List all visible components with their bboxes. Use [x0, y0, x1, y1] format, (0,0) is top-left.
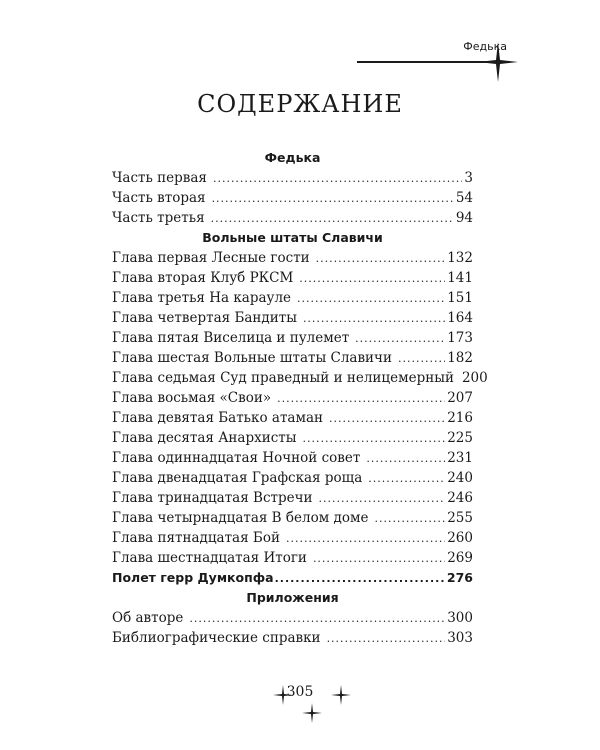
table-of-contents: [112, 148, 488, 648]
toc-entry: Часть вторая ..... 54: [112, 188, 473, 208]
toc-entry: Глава первая Лесные гости ..... 132: [112, 248, 473, 268]
toc-entry: Глава тринадцатая Встречи ..... 246: [112, 488, 473, 508]
toc-entry: Глава третья На карауле ..... 151: [112, 288, 473, 308]
toc-entry: Глава девятая Батько атаман ..... 216: [112, 408, 473, 428]
toc-entry: Глава седьмая Суд праведный и нелицемерный 200: [112, 370, 488, 386]
toc-entry: Глава вторая Клуб РКСМ ..... 141: [112, 268, 473, 288]
toc-entry-bold: Полет герр Думкопфа ..... 276: [112, 568, 473, 588]
toc-entry: Глава пятнадцатая Бой ..... 260: [112, 528, 473, 548]
toc-entry: Библиографические справки ..... 303: [112, 628, 473, 648]
toc-entry: Глава четвертая Бандиты ..... 164: [112, 308, 473, 328]
toc-entry: Глава восьмая «Свои» ..... 207: [112, 388, 473, 408]
section-heading-slavichi: Вольные штаты Славичи: [202, 230, 383, 245]
page-number: 305: [286, 684, 314, 700]
four-point-star-icon: [273, 685, 293, 705]
four-point-star-icon: [331, 685, 351, 705]
page-title: СОДЕРЖАНИЕ: [197, 90, 403, 118]
four-point-star-icon: [478, 42, 518, 82]
toc-entry: Глава пятая Виселица и пулемет ..... 173: [112, 328, 473, 348]
section-heading-appendix: Приложения: [246, 590, 339, 605]
toc-entry: Глава четырнадцатая В белом доме ..... 255: [112, 508, 473, 528]
toc-entry: Глава одиннадцатая Ночной совет ..... 231: [112, 448, 473, 468]
toc-entry: Глава шестнадцатая Итоги ..... 269: [112, 548, 473, 568]
header-rule: [357, 61, 487, 63]
toc-entry: Глава десятая Анархисты ..... 225: [112, 428, 473, 448]
toc-entry: Глава двенадцатая Графская роща ..... 240: [112, 468, 473, 488]
toc-entry: Часть третья ..... 94: [112, 208, 473, 228]
toc-entry: Часть первая ..... 3: [112, 168, 473, 188]
toc-entry: Глава шестая Вольные штаты Славичи ..... 182: [112, 348, 473, 368]
four-point-star-icon: [302, 703, 322, 723]
running-head: Федька: [463, 40, 507, 53]
toc-entry: Об авторе ..... 300: [112, 608, 473, 628]
section-heading-fedka: Федька: [264, 150, 321, 165]
